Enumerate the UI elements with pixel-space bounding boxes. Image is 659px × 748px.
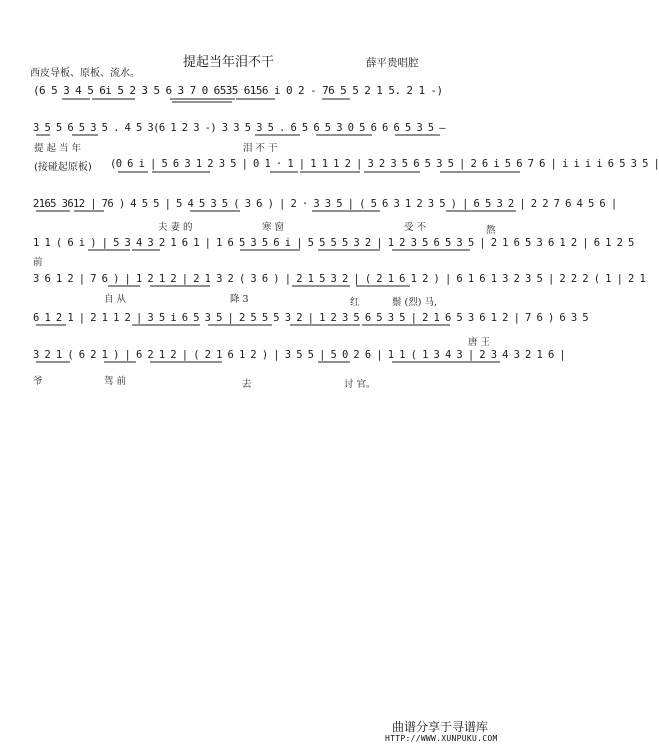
board-types-label: 西皮导板、原板、流水。 <box>30 68 140 79</box>
notation-line-8: 3 2 1 ( 6 2 1 ) | 6 2 1 2 | ( 2 1 6 1 2 ) | 3 5 5 | 5 0 2 6 | 1 1 ( 1 3 4 3 | 2 3 4 3 2 1 6 | <box>33 349 566 361</box>
lyric-4b: 寒 窗 <box>262 222 285 233</box>
notation-line-4: 2165 3612 | 76 ) 4 5 5 | 5 4 5 3 5 ( 3 6 ) | 2 · 3 3 5 | ( 5 6 3 1 2 3 5 ) | 6 5 3 2 | 2 2 7 6 4 5 6 | <box>33 198 617 210</box>
lyric-2a: 提 起 当 年 <box>34 143 82 154</box>
notation-line-1: (6 5 3 4 5 6i 5 2 3 5 6 3 7 0 6535 6156 i 0 2 - 76 5 5 2 1 5. 2 1 -) <box>33 84 443 97</box>
lyric-8d: 讨 官。 <box>344 379 376 390</box>
watermark-site-name: 曲谱分享于寻谱库 <box>392 720 489 734</box>
lyric-8a: 爷 <box>33 376 43 387</box>
singer-label: 薛平贵唱腔 <box>366 57 419 69</box>
notation-line-6: 3 6 1 2 | 7 6 ) | 1 2 1 2 | 2 1 3 2 ( 3 6 ) | 2 1 5 3 2 | ( 2 1 6 1 2 ) | 6 1 6 1 3 2 3 5 | 2 2 2 ( 1 | 2 1 <box>33 273 646 285</box>
lyric-2b: 泪 不 干 <box>243 143 278 154</box>
notation-line-3: (0 6 i | 5 6 3 1 2 3 5 | 0 1 · 1 | 1 1 1 2 | 3 2 3 5 6 5 3 5 | 2 6 i 5 6 7 6 | i i i i 6 5 3 5 | <box>110 158 659 170</box>
lyric-7a: 唐 王 <box>468 337 491 348</box>
score-title: 提起当年泪不干 <box>183 55 275 70</box>
notation-line-5: 1 1 ( 6 i ) | 5 3 4 3 2 1 6 1 | 1 6 5 3 5 6 i | 5 5 5 5 3 2 | 1 2 3 5 6 5 3 5 | 2 1 6 5 3 6 1 2 | 6 1 2 5 <box>33 237 634 249</box>
lyric-6d: 鬃 (烈) 马, <box>392 297 437 308</box>
notation-line-2: 3 5 5 6 5 3 5 . 4 5 3(6 1 2 3 -) 3 3 5 3 5 . 6 5 6 5 3 0 5 6 6 6 5 3 5 — <box>33 122 445 134</box>
notation-line-7: 6 1 2 1 | 2 1 1 2 | 3 5 i 6 5 3 5 | 2 5 5 5 3 2 | 1 2 3 5 6 5 3 5 | 2 1 6 5 3 6 1 2 | 7 6 ) 6 3 5 <box>33 312 588 324</box>
lyric-8c: 去 <box>242 379 252 390</box>
watermark-url[interactable]: HTTP://WWW.XUNPUKU.COM <box>385 734 498 743</box>
lyric-4c: 受 不 <box>404 222 427 233</box>
lyric-5a: 前 <box>33 257 43 268</box>
lyric-6c: 红 <box>350 297 360 308</box>
lyric-6a: 自 从 <box>104 294 127 305</box>
lyric-8b: 驾 前 <box>104 376 127 387</box>
lyric-4d: 熬 <box>486 225 496 236</box>
lyric-6b: 降 3 <box>230 294 249 305</box>
lyric-4a: 夫 妻 的 <box>158 222 193 233</box>
section-label: (接碰起原板) <box>34 162 92 173</box>
rhythm-underlines <box>0 0 542 430</box>
